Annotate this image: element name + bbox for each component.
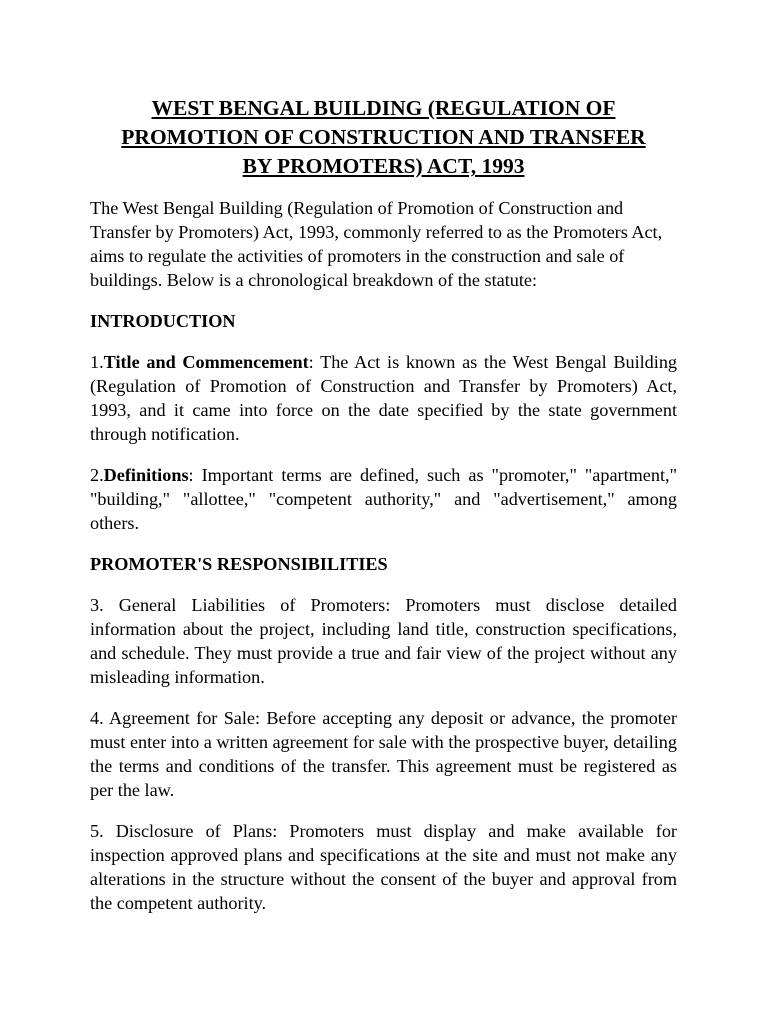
document-page [90,94,677,915]
clause-title-and-commencement [90,350,677,446]
clause-number: 2. [90,465,104,485]
intro-paragraph: The West Bengal Building (Regulation of Promotion of Construction and Transfer by Promoters) Act, 1993, commonly referred to as the Promoters Act, aims to regulate the activities of promoters in the construction and sale of buildings. Below is a chronological breakdown of the statute: [90,198,663,290]
title-line: PROMOTION OF CONSTRUCTION AND TRANSFER [121,125,646,149]
clause-text: : The Act is known as the West Bengal Building (Regulation of Promotion of Construction and Transfer by Promoters) Act, 1993, and it came into force on the date specified by the state government through notification. [90,352,678,444]
clause-agreement-for-sale: 4. Agreement for Sale: Before accepting any deposit or advance, the promoter must enter into a written agreement for sale with the prospective buyer, detailing the terms and conditions of the transfer. This agreement must be registered as per the law. [90,708,677,800]
title-line: WEST BENGAL BUILDING (REGULATION OF [151,96,616,120]
clause-definitions [90,463,677,535]
clause-term: Title and Commencement [103,352,309,372]
section-heading-introduction: INTRODUCTION [90,311,236,331]
clause-disclosure-of-plans: 5. Disclosure of Plans: Promoters must display and make available for inspection approved plans and specifications at the site and must not make any alterations in the structure without the consent of the buyer and approval from the competent authority. [90,821,677,913]
clause-number: 1. [90,352,104,372]
clause-text: : Important terms are defined, such as "promoter," "apartment," "building," "allottee," "competent authority," and "advertisement," among others. [90,465,677,533]
clause-term: Definitions [103,465,189,485]
document-title [90,94,677,181]
title-line: BY PROMOTERS) ACT, 1993 [242,154,525,178]
section-heading-promoters-responsibilities: PROMOTER'S RESPONSIBILITIES [90,554,388,574]
clause-general-liabilities: 3. General Liabilities of Promoters: Promoters must disclose detailed information about the project, including land title, construction specifications, and schedule. They must provide a true and fair view of the project without any misleading information. [90,595,677,687]
